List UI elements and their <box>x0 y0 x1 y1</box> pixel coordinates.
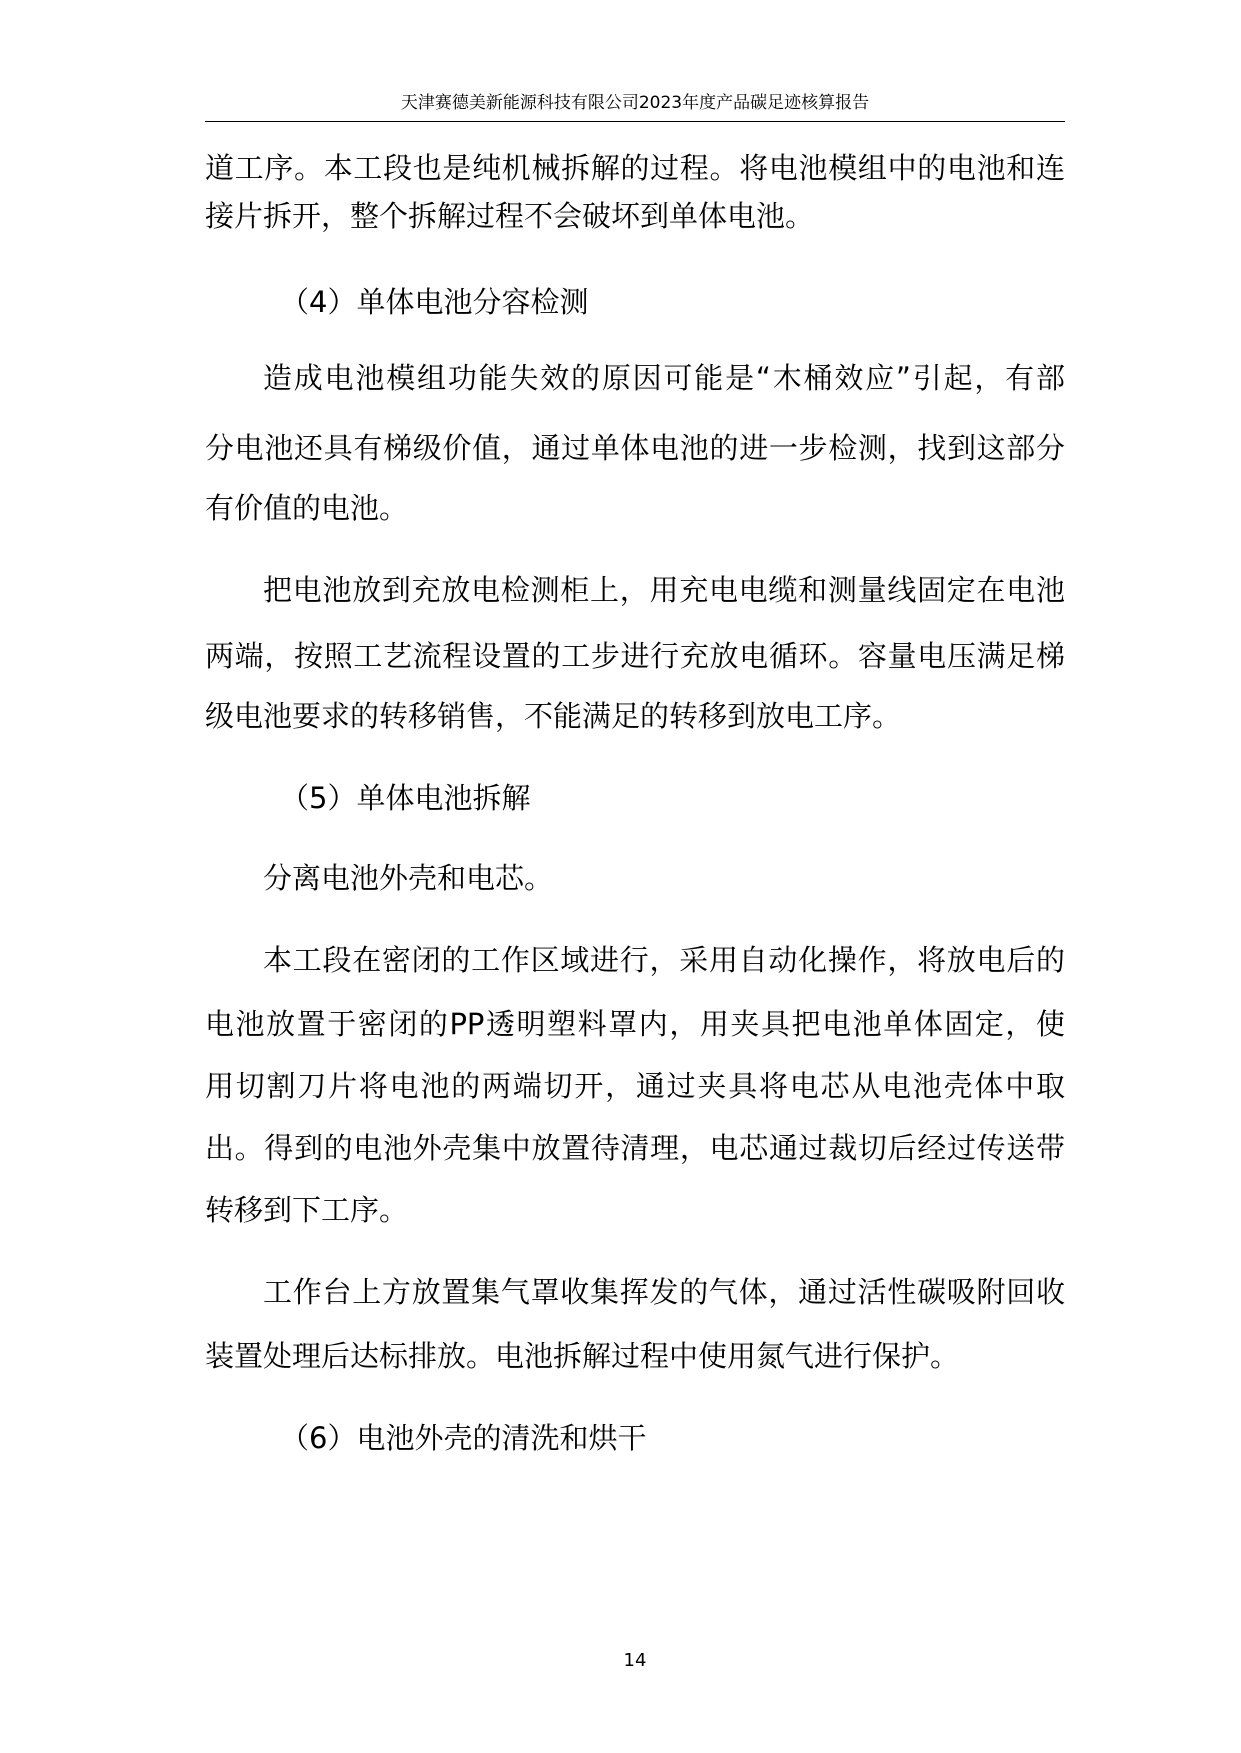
section-heading: （5）单体电池拆解 <box>280 781 531 815</box>
body-line: 道工序。本工段也是纯机械拆解的过程。将电池模组中的电池和连 <box>205 151 1065 185</box>
body-line: 工作台上方放置集气罩收集挥发的气体，通过活性碳吸附回收 <box>263 1275 1065 1309</box>
body-line: 两端，按照工艺流程设置的工步进行充放电循环。容量电压满足梯 <box>205 639 1065 673</box>
section-heading: （6）电池外壳的清洗和烘干 <box>280 1421 647 1455</box>
header-rule <box>205 121 1065 122</box>
body-line: 分电池还具有梯级价值，通过单体电池的进一步检测，找到这部分 <box>205 431 1065 465</box>
body-line: 电池放置于密闭的PP透明塑料罩内，用夹具把电池单体固定，使 <box>205 1007 1065 1041</box>
body-line: 有价值的电池。 <box>205 491 409 525</box>
body-line: 级电池要求的转移销售，不能满足的转移到放电工序。 <box>205 699 902 733</box>
page-number: 14 <box>623 1650 647 1671</box>
body-line: 出。得到的电池外壳集中放置待清理，电芯通过裁切后经过传送带 <box>205 1131 1065 1165</box>
body-line: 转移到下工序。 <box>205 1193 409 1227</box>
running-header: 天津赛德美新能源科技有限公司2023年度产品碳足迹核算报告 <box>400 93 870 113</box>
body-line: 用切割刀片将电池的两端切开，通过夹具将电芯从电池壳体中取 <box>205 1069 1065 1103</box>
section-heading: （4）单体电池分容检测 <box>280 285 589 319</box>
body-line: 装置处理后达标排放。电池拆解过程中使用氮气进行保护。 <box>205 1339 960 1373</box>
body-line: 分离电池外壳和电芯。 <box>263 861 554 895</box>
body-line: 造成电池模组功能失效的原因可能是“木桶效应”引起，有部 <box>263 361 1065 395</box>
body-line: 接片拆开，整个拆解过程不会破坏到单体电池。 <box>205 199 815 233</box>
body-line: 本工段在密闭的工作区域进行，采用自动化操作，将放电后的 <box>263 943 1065 977</box>
body-line: 把电池放到充放电检测柜上，用充电电缆和测量线固定在电池 <box>263 573 1065 607</box>
